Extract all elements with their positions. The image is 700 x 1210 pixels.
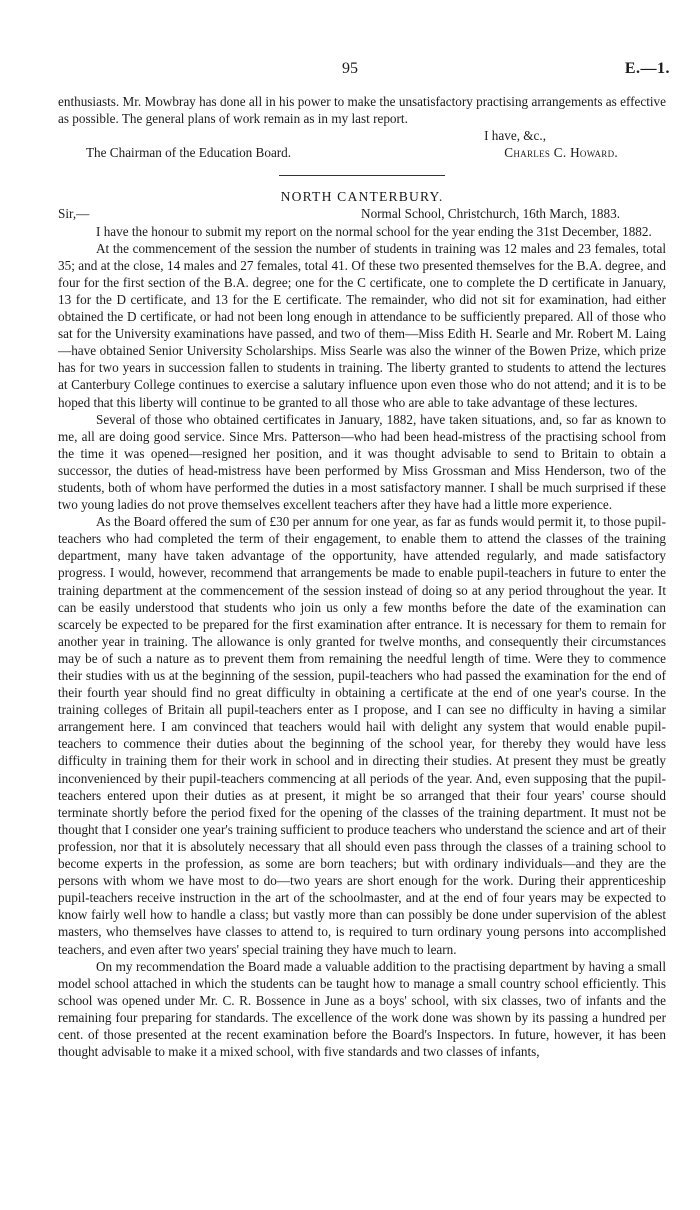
section-code: E.—1. (624, 60, 670, 77)
addressee: The Chairman of the Education Board. (86, 145, 292, 161)
page-header (0, 60, 700, 84)
signature: Charles C. Howard. (504, 145, 618, 161)
report-paragraph: On my recommendation the Board made a valuable addition to the practising department by having a small model school attached in which the students can be taught how to manage a small country school efficiently. This school was opened under Mr. C. R. Bossence in June as a boys' school, with six classes, two of infants and the remaining four preparing for standards. The excellence of the work done was shown by its passing a hundred per cent. of those presented at the recent examination before the Board's Inspectors. In future, however, it has been thought advisable to make it a mixed school, with five standards and two classes of infants, (58, 958, 666, 1060)
report-paragraph: At the commencement of the session the number of students in training was 12 males and 23 females, total 35; and at the close, 14 males and 27 females, total 41. Of these two presented themselves for the B.A. degree, and four for the first section of the B.A. degree; one for the C certificate, one to complete the D certificate in January, 13 for the D certificate, and 13 for the E certificate. The remainder, who did not sit for examination, had either obtained the D certificate, or had not been long enough in attendance to be sufficiently prepared. All of those who sat for the University examinations have passed, and two of them—Miss Edith H. Searle and Mr. Robert M. Laing—have obtained Senior University Scholarships. Miss Searle was also the winner of the Bowen Prize, which prize has for two years in succession fallen to students in training. The liberty granted to students to attend the lectures at Canterbury College continues to exercise a salutary influence upon even those who do not attend; and it is to be hoped that this liberty will continue to be granted to all those who are able to take advantage of these lectures. (58, 240, 666, 410)
report-paragraph: Several of those who obtained certificates in January, 1882, have taken situations, and, so far as known to me, all are doing good service. Since Mrs. Patterson—who had been head-mistress of the practising school from the time it was opened—resigned her position, and it was thought advisable to send to Britain to obtain a successor, the duties of head-mistress have been performed by Miss Grossman and Miss Henderson, two of the students, both of whom have performed the duties in a most satisfactory manner. I shall be much surprised if these two young ladies do not prove themselves excellent teachers after they have had a little more experience. (58, 411, 666, 513)
section-heading: NORTH CANTERBURY. (280, 189, 444, 205)
section-divider (279, 175, 445, 176)
salutation: Sir,— (58, 206, 90, 222)
closing-line: I have, &c., (484, 128, 546, 144)
report-paragraph: I have the honour to submit my report on the normal school for the year ending the 31st December, 1882. (96, 223, 652, 239)
document-body (58, 93, 666, 1060)
dateline: Normal School, Christchurch, 16th March, 1883. (361, 206, 620, 222)
signature-block (58, 144, 666, 161)
report-paragraph: As the Board offered the sum of £30 per annum for one year, as far as funds would permit it, to those pupil-teachers who had completed the term of their engagement, to enable them to attend the classes of the training department, many have taken advantage of the opportunity, have attended regularly, and made satisfactory progress. I would, however, recommend that arrangements be made to enable pupil-teachers in future to enter the training department at the commencement of the session instead of doing so at any period throughout the year. It can be easily understood that students who join us only a few months before the date of the examination can scarcely be expected to be prepared for the first examination after entrance. It is necessary for them to remain for another year in training. The allowance is only granted for twelve months, and consequently their circumstances may be of such a nature as to prevent them from remaining the needful length of time. Were they to commence their studies with us at the beginning of the session, pupil-teachers who had passed the examination for the end of their fourth year should find no great difficulty in obtaining a certificate at the end of one year's course. In the training colleges of Britain all pupil-teachers enter as I propose, and I can see no difficulty in having a similar arrangement here. I am convinced that teachers would hail with delight any system that would enable pupil-teachers to commence their duties about the beginning of the school year, for thereby they would have less difficulty in training them for their work in school and in directing their studies. At present they must be greatly inconvenienced by their pupil-teachers commencing at all periods of the year. And, even supposing that the pupil-teachers entered upon their duties as at present, it might be so arranged that their four years' course should terminate shortly before the period fixed for the opening of the classes of the training department. It must not be thought that I consider one year's training sufficient to produce teachers who understand the science and art of their profession, nor that it is absolutely necessary that all should even pass through the classes of a training school to become experts in the profession, as some are born teachers; but with ordinary individuals—and they are the persons with whom we have most to do—two years are short enough for the work. During their apprenticeship pupil-teachers receive instruction in the art of the schoolmaster, and at the end of four years may be expected to know fairly well how to handle a class; but vastly more than can possibly be done under supervision of the ablest masters, who themselves have classes to attend to, is required to turn ordinary young persons into accomplished teachers, and even after two years' special training they have much to learn. (58, 514, 666, 957)
salutation-row (58, 205, 666, 222)
page-number: 95 (342, 60, 358, 77)
continued-paragraph: enthusiasts. Mr. Mowbray has done all in his power to make the unsatisfactory practising arrangements as effective as possible. The general plans of work remain as in my last report. (58, 94, 666, 127)
